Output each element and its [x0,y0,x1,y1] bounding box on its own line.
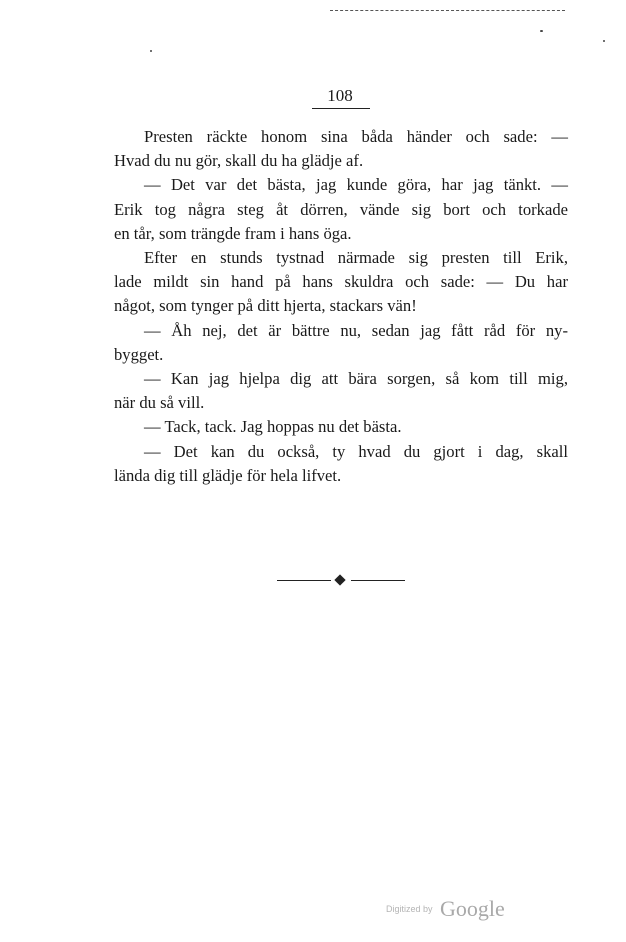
text-line: Hvad du nu gör, skall du ha glädje af. [114,151,364,171]
ornament-rule-right [351,580,405,581]
text-line: bygget. [114,344,164,364]
text-line: — Kan jag hjelpa dig att bära sorgen, så kom till mig, [144,369,568,389]
text-line: — Åh nej, det är bättre nu, sedan jag fått råd för ny- [144,320,568,340]
text-line: Erik tog några steg åt dörren, vände sig bort och torkade [114,199,568,219]
page-number-rule [312,108,370,109]
scan-top-edge [330,10,565,15]
body-text [114,125,568,488]
ornament-diamond-icon [334,574,345,585]
text-line: — Det var det bästa, jag kunde göra, har jag tänkt. — [144,175,568,195]
end-ornament [277,574,405,586]
watermark-prefix: Digitized by [386,904,433,914]
text-line: något, som tynger på ditt hjerta, stackars vän! [114,296,417,316]
page-number: 108 [327,86,353,105]
page-number-container [300,86,380,108]
ornament-rule-left [277,580,331,581]
text-line: — Tack, tack. Jag hoppas nu det bästa. [144,417,402,437]
text-line: Efter en stunds tystnad närmade sig presten till Erik, [144,248,568,268]
text-line: lade mildt sin hand på hans skuldra och sade: — Du har [114,272,568,292]
scan-speck [603,40,605,42]
text-line: när du så vill. [114,393,205,413]
scan-speck [150,50,152,52]
text-line: — Det kan du också, ty hvad du gjort i dag, skall [144,441,568,461]
watermark-brand-logo: Google [439,896,505,921]
text-line: Presten räckte honom sina båda händer och sade: — [144,127,568,146]
scan-speck [540,30,543,32]
digitized-watermark [386,896,505,922]
text-line: en tår, som trängde fram i hans öga. [114,223,352,243]
text-line: lända dig till glädje för hela lifvet. [114,465,342,485]
